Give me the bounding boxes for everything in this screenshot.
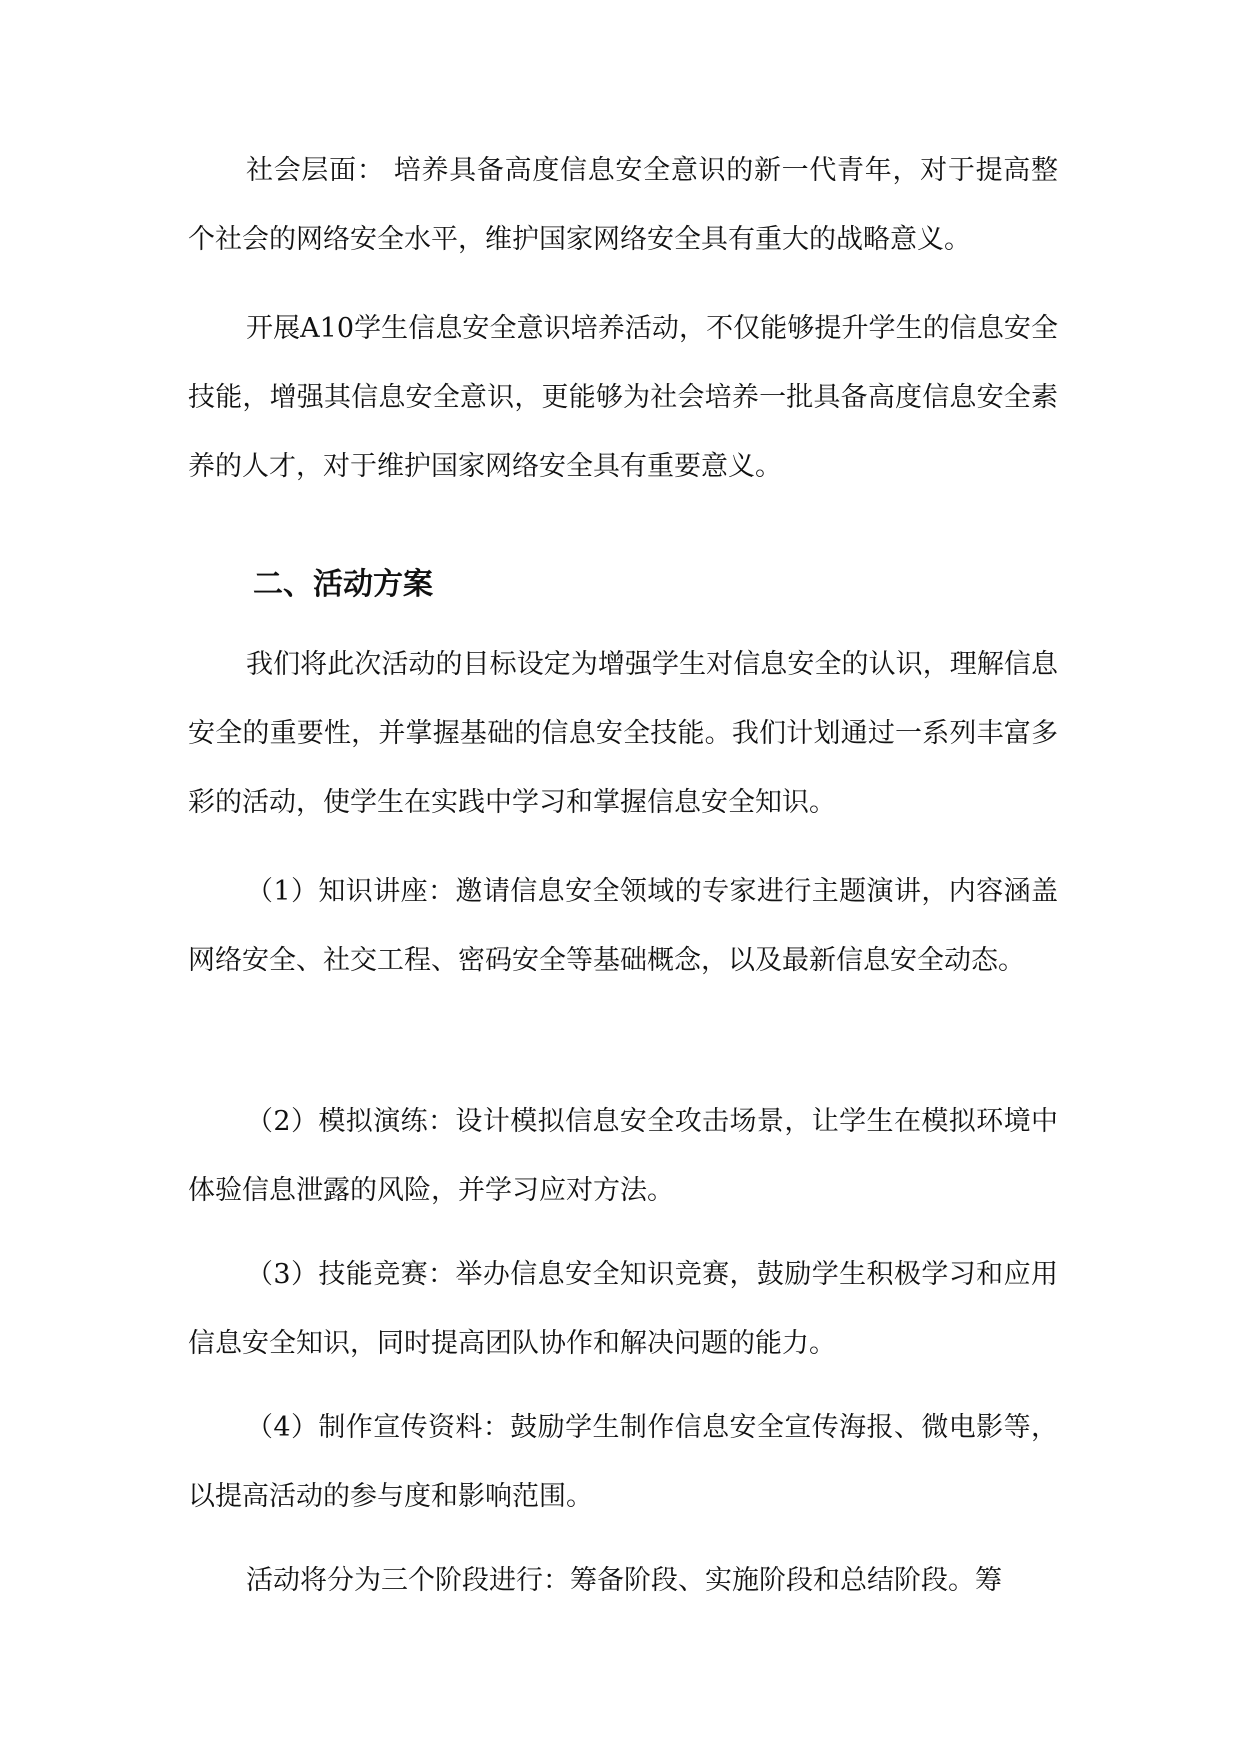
paragraph-activity-significance: 开展A10学生信息安全意识培养活动，不仅能够提升学生的信息安全技能，增强其信息安全意识，更能够为社会培养一批具备高度信息安全素养的人才，对于维护国家网络安全具有重要意义。 [188, 313, 1058, 482]
list-item-drill: （2）模拟演练：设计模拟信息安全攻击场景，让学生在模拟环境中体验信息泄露的风险，并学习应对方法。 [188, 1106, 1058, 1206]
list-item-promotion: （4）制作宣传资料：鼓励学生制作信息安全宣传海报、微电影等，以提高活动的参与度和影响范围。 [188, 1412, 1058, 1512]
list-item-lecture: （1）知识讲座：邀请信息安全领域的专家进行主题演讲，内容涵盖网络安全、社交工程、密码安全等基础概念，以及最新信息安全动态。 [188, 876, 1058, 976]
paragraph-social-level: 社会层面： 培养具备高度信息安全意识的新一代青年，对于提高整个社会的网络安全水平，维护国家网络安全具有重大的战略意义。 [188, 155, 1058, 255]
list-item-competition: （3）技能竞赛：举办信息安全知识竞赛，鼓励学生积极学习和应用信息安全知识，同时提高团队协作和解决问题的能力。 [188, 1259, 1058, 1359]
paragraph-activity-stages: 活动将分为三个阶段进行：筹备阶段、实施阶段和总结阶段。筹 [246, 1565, 1002, 1596]
paragraph-activity-goal: 我们将此次活动的目标设定为增强学生对信息安全的认识，理解信息安全的重要性，并掌握基础的信息安全技能。我们计划通过一系列丰富多彩的活动，使学生在实践中学习和掌握信息安全知识。 [188, 649, 1058, 818]
section-heading: 二、活动方案 [253, 567, 433, 602]
